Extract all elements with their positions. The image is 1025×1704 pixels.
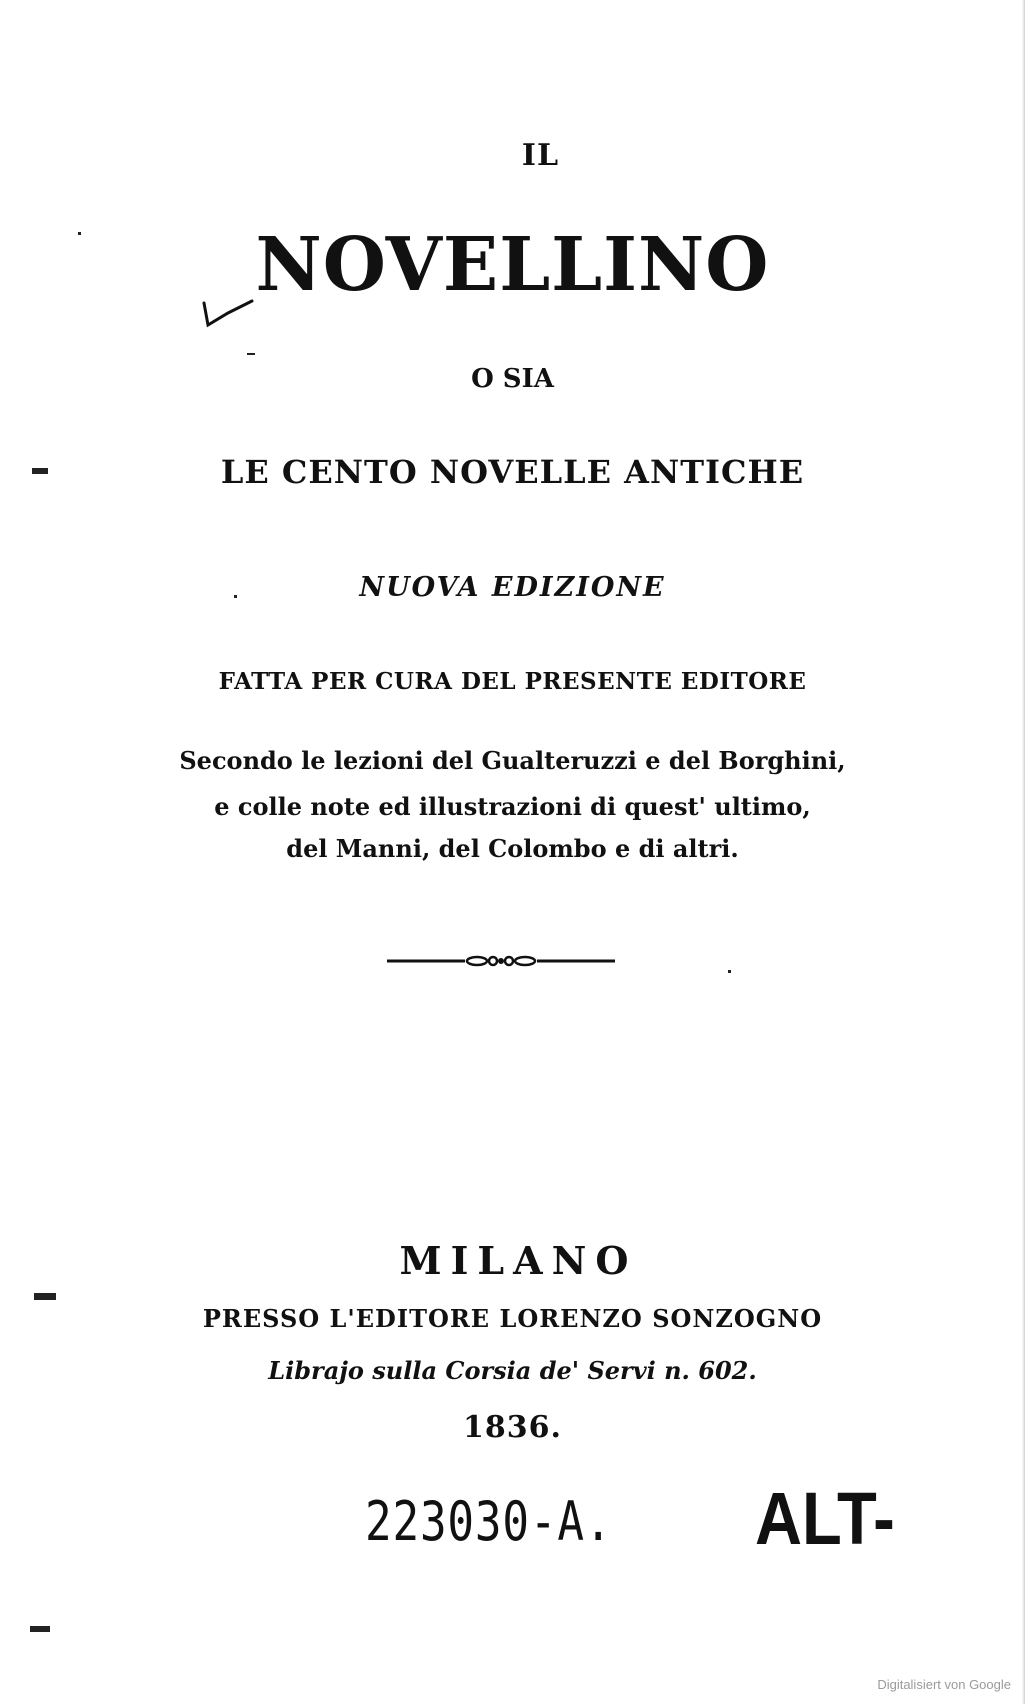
imprint-publisher: PRESSO L'EDITORE LORENZO SONZOGNO bbox=[202, 1304, 823, 1333]
lezioni-line-1: Secondo le lezioni del Gualteruzzi e del Borghini, bbox=[179, 746, 846, 775]
edition-note: NUOVA EDIZIONE bbox=[359, 572, 666, 603]
scan-mark bbox=[728, 970, 731, 973]
scan-mark bbox=[234, 595, 237, 598]
book-subtitle: LE CENTO NOVELLE ANTICHE bbox=[220, 453, 805, 491]
scan-mark bbox=[34, 1293, 56, 1300]
book-title: NOVELLINO bbox=[255, 222, 770, 308]
imprint-year: 1836. bbox=[463, 1410, 562, 1445]
imprint-city: MILANO bbox=[399, 1238, 638, 1283]
editor-line: FATTA PER CURA DEL PRESENTE EDITORE bbox=[218, 668, 807, 695]
ornamental-rule bbox=[385, 953, 617, 969]
scan-mark bbox=[247, 353, 255, 355]
imprint-address: Librajo sulla Corsia de' Servi n. 602. bbox=[268, 1356, 757, 1385]
lezioni-line-2: e colle note ed illustrazioni di quest' ultimo, bbox=[214, 792, 811, 821]
lezioni-line-3: del Manni, del Colombo e di altri. bbox=[286, 834, 739, 863]
scan-mark bbox=[32, 468, 48, 474]
library-shelfmark-suffix: ALT- bbox=[755, 1477, 895, 1560]
title-connector: O SIA bbox=[471, 364, 554, 394]
scan-mark bbox=[30, 1626, 50, 1632]
title-article: IL bbox=[521, 138, 560, 173]
scan-mark bbox=[78, 232, 81, 235]
library-shelfmark: 223030-A. bbox=[365, 1490, 613, 1553]
digitization-watermark: Digitalisiert von Google bbox=[877, 1677, 1011, 1692]
